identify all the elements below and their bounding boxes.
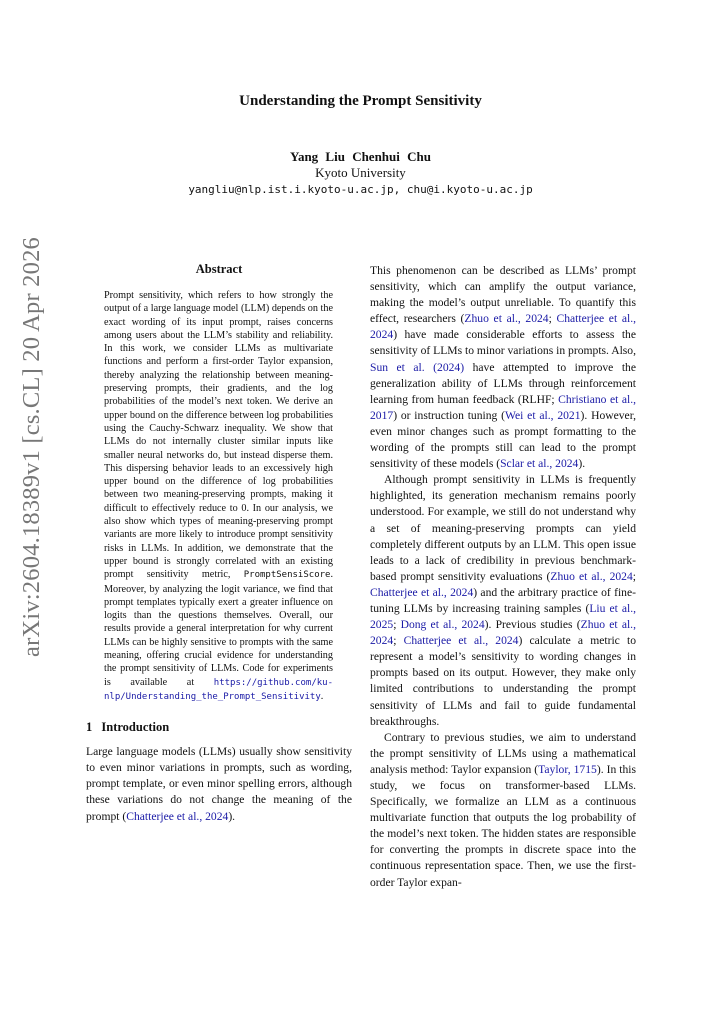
code-link[interactable]: https://github.com/ku-nlp/Understanding_the_Prompt_Sensitivity [104, 677, 333, 702]
section-heading-introduction: 1 Introduction [86, 720, 170, 735]
body-text: Although prompt sensitivity in LLMs is frequently highlighted, its generation mechanism remains poorly understood. For example, we still do not understand why a set of meaning-preserving prompts can yield completely different outputs by an LLM. This open issue leads to a lack of credibility in previous benchmark-based prompt sensitivity evaluations ( [370, 473, 636, 583]
body-text: ) or instruction tuning ( [393, 408, 505, 422]
abstract-body [104, 289, 333, 704]
citation-separator: ; [393, 618, 401, 632]
citation-link[interactable]: Dong et al., 2024 [400, 618, 485, 632]
citation-link[interactable]: Zhuo et al., 2024 [464, 312, 549, 326]
abstract-text-b: . Moreover, by analyzing the logit variance, we find that prompt templates typically exert a greater influence on logits than the questions themselves. Overall, our results provide a general interpretation for why current LLMs can be highly sensitive to prompts with the same meaning, offering crucial evidence for understanding the prompt sensitivity of LLMs. Code for experiments is available at [104, 569, 333, 688]
body-text: ) calculate a metric to represent a model’s sensitivity to wording changes in prompts based on its output. However, they make only limited contributions to understanding the prompt sensitivity of LLMs and fail to guide fundamental breakthroughs. [370, 634, 637, 728]
left-column [86, 262, 352, 825]
body-text: Contrary to previous studies, we aim to understand the prompt sensitivity of LLMs using a mathematical analysis method: Taylor expansion ( [370, 730, 636, 776]
intro-paragraph-3 [370, 472, 636, 730]
citation-link[interactable]: Chatterjee et al., 2024 [370, 312, 637, 342]
author-affiliation: Kyoto University [315, 165, 406, 180]
citation-link[interactable]: Zhuo et al., 2024 [550, 569, 633, 583]
citation-link[interactable]: Wei et al., 2021 [505, 408, 581, 422]
intro-paragraph-4 [370, 730, 636, 891]
metric-name: PromptSensiScore [243, 570, 331, 581]
body-text: ) have made considerable efforts to assess the sensitivity of LLMs to minor variations in prompts. Also, [370, 328, 637, 358]
citation-link[interactable]: Zhuo et al., 2024 [370, 618, 636, 648]
paper-title: Understanding the Prompt Sensitivity [239, 93, 482, 109]
citation-link[interactable]: (2024) [433, 360, 465, 374]
intro-text: ). [228, 809, 236, 823]
citation-link[interactable]: Chatterjee et al., 2024 [370, 585, 474, 599]
right-column [370, 263, 636, 891]
citation-link[interactable]: Taylor, 1715 [538, 762, 597, 776]
body-text: ). However, even minor changes such as prompt formatting to the wording of the prompts still can lead to the prompt sensitivity of these models ( [370, 408, 637, 471]
intro-paragraph-1 [86, 744, 352, 824]
arxiv-identifier-stamp: arXiv:2604.18389v1 [cs.CL] 20 Apr 2026 [18, 237, 45, 657]
body-text: have attempted to improve the generalization ability of LLMs through reinforcement learning from human feedback (RLHF; [370, 360, 636, 406]
citation-separator: ; [393, 634, 404, 648]
citation-link[interactable]: Chatterjee et al., 2024 [403, 634, 519, 648]
abstract-heading: Abstract [195, 262, 243, 276]
intro-text: Large language models (LLMs) usually show sensitivity to even minor variations in prompts, such as wording, prompt template, or even minor spelling errors, although these variations do not change the meaning of the prompt ( [86, 745, 352, 823]
intro-paragraph-2 [370, 263, 636, 472]
body-text: This phenomenon can be described as LLMs’ prompt sensitivity, which can amplify the output variance, making the model’s output unreliable. To quantify this effect, researchers ( [370, 264, 636, 326]
citation-link[interactable]: Christiano et al., 2017 [370, 392, 636, 422]
body-text: ). Previous studies ( [484, 618, 581, 632]
citation-link[interactable]: Liu et al., 2025 [370, 601, 637, 632]
citation-link[interactable]: Sclar et al., 2024 [500, 457, 579, 471]
citation-link[interactable]: Sun et al. [370, 360, 425, 374]
author-emails: yangliu@nlp.ist.i.kyoto-u.ac.jp, chu@i.kyoto-u.ac.jp [188, 183, 533, 196]
author-names: Yang Liu Chenhui Chu [290, 149, 431, 164]
body-text: ). [578, 457, 586, 471]
abstract-text-c: . [320, 690, 324, 702]
body-text: ) and the arbitrary practice of fine-tuning LLMs by increasing training samples ( [370, 585, 636, 615]
abstract-text-a: Prompt sensitivity, which refers to how strongly the output of a large language model (LLM) depends on the exact wording of its input prompt, raises concerns among users about the LLM’s stability and reliability. In this work, we consider LLMs as multivariate functions and perform a first-order Taylor expansion, thereby analyzing the relationship between meaning-preserving prompts, their gradients, and the log probabilities of the model’s next token. We derive an upper bound on the difference between log probabilities using the Cauchy-Schwarz inequality. We show that LLMs do not internally cluster similar inputs like smaller neural networks do, but instead disperse them. This dispersing behavior leads to an excessively high upper bound on the difference of log probabilities between two meaning-preserving prompts, making it difficult to effectively reduce to 0. In our analysis, we also show which types of meaning-preserving prompt variants are more likely to introduce prompt sensitivity risks in LLMs. In addition, we demonstrate that the upper bound is strongly correlated with an existing prompt sensitivity metric, [104, 290, 333, 581]
citation-separator: ; [632, 569, 636, 583]
citation-separator: ; [548, 312, 557, 326]
citation-link[interactable]: Chatterjee et al., 2024 [126, 809, 229, 823]
body-text: ). In this study, we focus on transformer-based LLMs. Specifically, we formalize an LLM as a continuous multivariate function that outputs the log probability of the model’s next token. The hidden states are responsible for converting the prompts in discrete space into the continuous representation space. Then, we use the first-order Taylor expan- [370, 762, 636, 889]
